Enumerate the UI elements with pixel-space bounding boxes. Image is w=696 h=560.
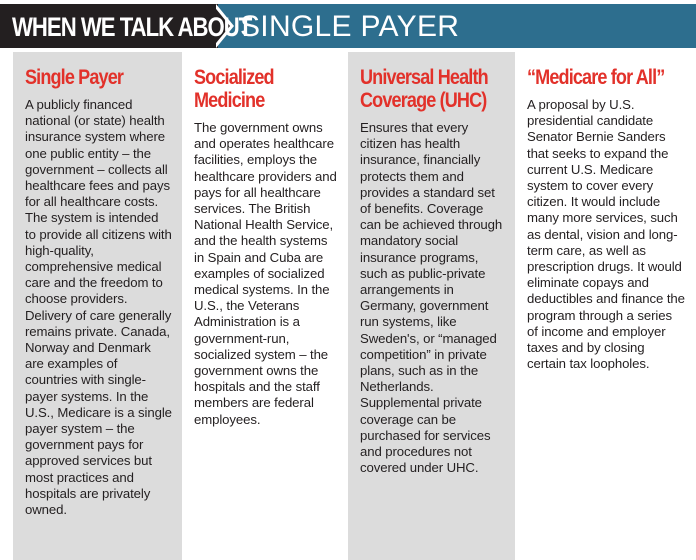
column-title: Socialized Medicine	[194, 66, 274, 112]
header-topic-text: SINGLE PAYER	[240, 10, 460, 43]
column-title: “Medicare for All”	[527, 66, 665, 89]
column-title: Universal Health Coverage (UHC)	[360, 66, 488, 112]
column-body: A proposal by U.S. presidential candidate Senator Bernie Sanders that seeks to expand the current U.S. Medicare system to cover every citizen. It would include many more services, such as dental, vision and long-term care, as well as prescription drugs. It would eliminate copays and deductibles and finance the program through a series of income and employer taxes and by closing certain tax loopholes.	[527, 97, 685, 372]
column-body: Ensures that every citizen has health insurance, financially protects them and provides a standard set of benefits. Coverage can be achieved through mandatory social insurance programs, such as public-private arrangements in Germany, government run systems, like Sweden's, or “managed competition” in private plans, such as in the Netherlands. Supplemental private coverage can be purchased for services and procedures not covered under UHC.	[360, 120, 503, 476]
header-banner	[0, 0, 696, 52]
column-body: The government owns and operates healthcare facilities, employs the healthcare providers and pays for all healthcare services. The British National Health Service, and the health systems in Spain and Cuba are examples of socialized medical systems. In the U.S., the Veterans Administration is a government-run, socialized system – the government owns the hospitals and the staff members are federal employees.	[194, 120, 337, 427]
header-lead-text: WHEN WE TALK ABOUT	[12, 12, 252, 42]
column-socialized-medicine	[182, 52, 348, 560]
column-single-payer	[13, 52, 182, 560]
column-medicare-for-all	[515, 52, 696, 560]
column-universal-health-coverage	[348, 52, 515, 560]
column-title: Single Payer	[25, 66, 124, 89]
column-body: A publicly financed national (or state) health insurance system where one public entity – the government – collects all healthcare fees and pays for all healthcare costs. The system is intended to provide all citizens with high-quality, comprehensive medical care and the freedom to choose providers. Delivery of care generally remains private. Canada, Norway and Denmark are examples of countries with single-payer systems. In the U.S., Medicare is a single payer system – the government pays for approved services but most practices and hospitals are privately owned.	[25, 97, 172, 518]
